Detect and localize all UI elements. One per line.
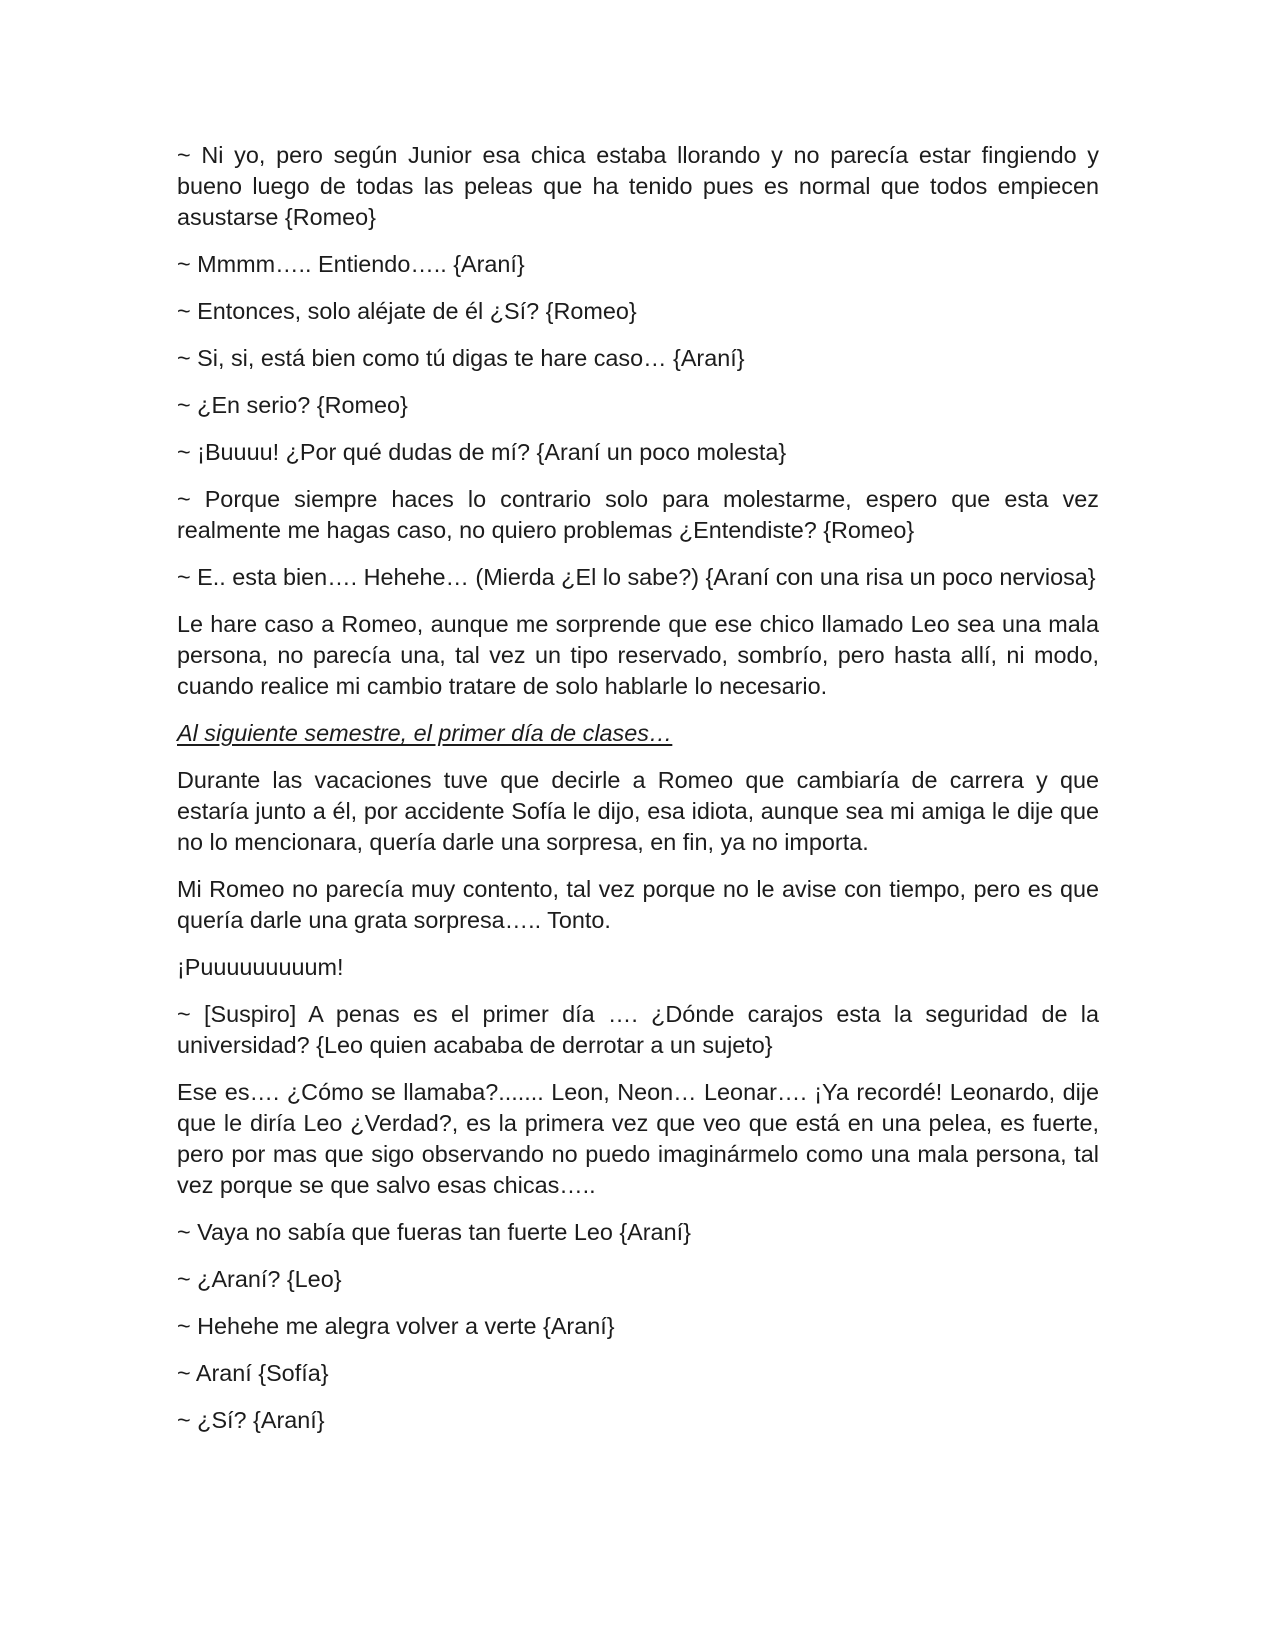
dialogue-arani-nerviosa: ~ E.. esta bien…. Hehehe… (Mierda ¿El lo sabe?) {Araní con una risa un poco nerviosa}	[177, 564, 1096, 590]
dialogue-arani-hare-caso: ~ Si, si, está bien como tú digas te hare caso… {Araní}	[177, 345, 745, 371]
dialogue-arani-alegra: ~ Hehehe me alegra volver a verte {Araní}	[177, 1313, 615, 1339]
dialogue-arani-vaya: ~ Vaya no sabía que fueras tan fuerte Leo {Araní}	[177, 1219, 691, 1245]
narration-vacaciones: Durante las vacaciones tuve que decirle a Romeo que cambiaría de carrera y que estaría junto a él, por accidente Sofía le dijo, esa idiota, aunque sea mi amiga le dije que no lo mencionara, quería darle una sorpresa, en fin, ya no importa.	[177, 767, 1099, 855]
dialogue-sofia-arani: ~ Araní {Sofía}	[177, 1360, 329, 1386]
dialogue-leo-arani: ~ ¿Araní? {Leo}	[177, 1266, 342, 1292]
document-page	[177, 140, 1099, 1452]
dialogue-romeo-en-serio: ~ ¿En serio? {Romeo}	[177, 392, 408, 418]
dialogue-arani-molesta: ~ ¡Buuuu! ¿Por qué dudas de mí? {Araní un poco molesta}	[177, 439, 787, 465]
dialogue-arani-entiendo: ~ Mmmm….. Entiendo….. {Araní}	[177, 251, 525, 277]
dialogue-arani-si: ~ ¿Sí? {Araní}	[177, 1407, 325, 1433]
dialogue-leo-suspiro: ~ [Suspiro] A penas es el primer día …. ¿Dónde carajos esta la seguridad de la universidad? {Leo quien acababa de derrotar a un sujeto}	[177, 1001, 1099, 1058]
narration-le-hare-caso: Le hare caso a Romeo, aunque me sorprende que ese chico llamado Leo sea una mala persona, no parecía una, tal vez un tipo reservado, sombrío, pero hasta allí, ni modo, cuando realice mi cambio tratare de solo hablarle lo necesario.	[177, 611, 1099, 699]
section-heading: Al siguiente semestre, el primer día de clases…	[177, 720, 673, 746]
sound-effect: ¡Puuuuuuuuum!	[177, 954, 344, 980]
narration-ese-es: Ese es…. ¿Cómo se llamaba?....... Leon, Neon… Leonar…. ¡Ya recordé! Leonardo, dije que le diría Leo ¿Verdad?, es la primera vez que veo que está en una pelea, es fuerte, pero por mas que sigo observando no puedo imaginármelo como una mala persona, tal vez porque se que salvo esas chicas…..	[177, 1079, 1099, 1198]
dialogue-romeo-junior: ~ Ni yo, pero según Junior esa chica estaba llorando y no parecía estar fingiendo y bueno luego de todas las peleas que ha tenido pues es normal que todos empiecen asustarse {Romeo}	[177, 142, 1099, 230]
narration-mi-romeo: Mi Romeo no parecía muy contento, tal vez porque no le avise con tiempo, pero es que quería darle una grata sorpresa….. Tonto.	[177, 876, 1099, 933]
dialogue-romeo-entendiste: ~ Porque siempre haces lo contrario solo para molestarme, espero que esta vez realmente me hagas caso, no quiero problemas ¿Entendiste? {Romeo}	[177, 486, 1099, 543]
dialogue-romeo-alejate: ~ Entonces, solo aléjate de él ¿Sí? {Romeo}	[177, 298, 637, 324]
